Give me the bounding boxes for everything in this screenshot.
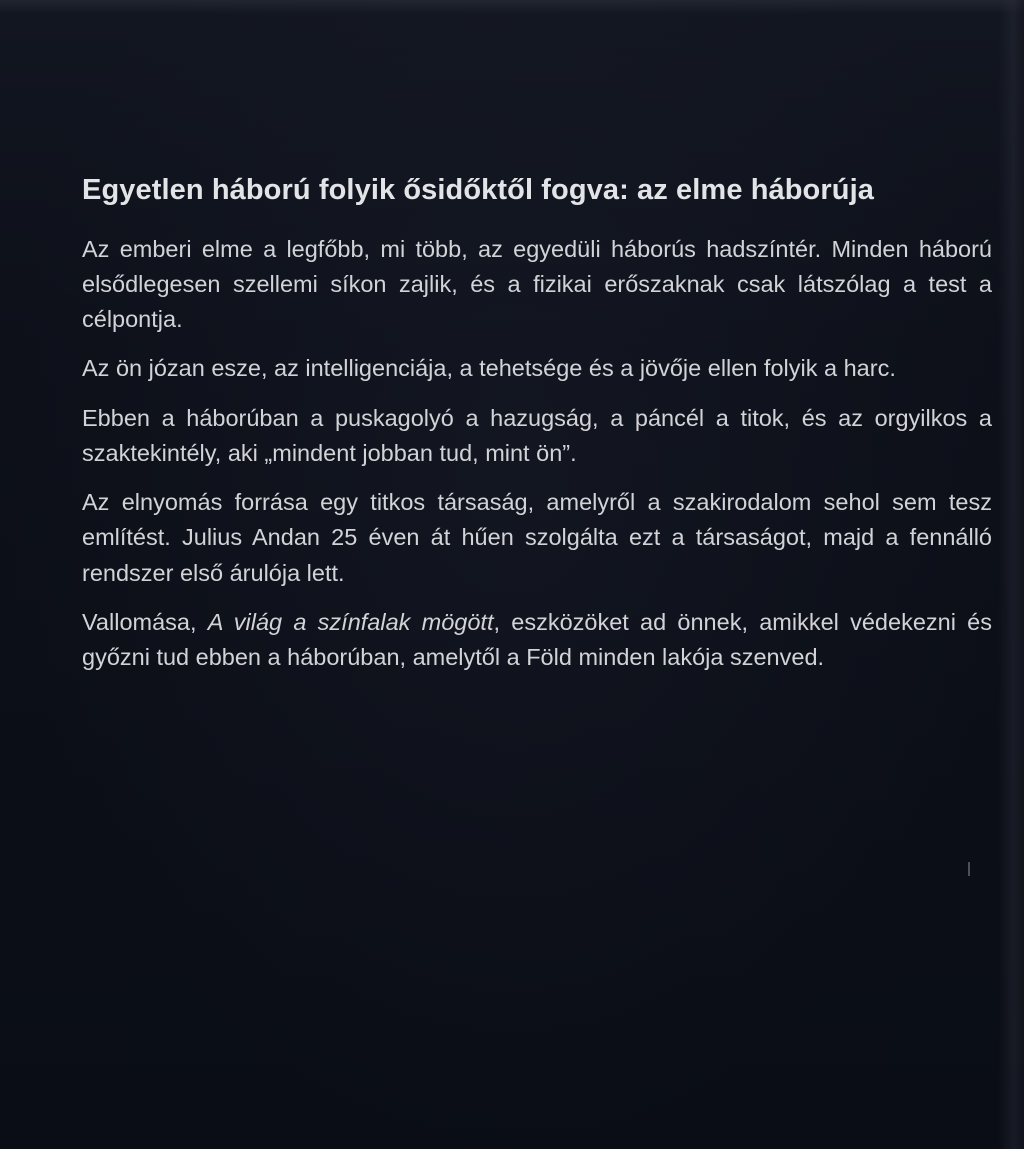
blurb-paragraph-3: Ebben a háborúban a puskagolyó a hazugság, a páncél a titok, és az orgyilkos a szaktekintély, aki „mindent jobban tud, mint ön”.	[82, 404, 992, 466]
blurb-headline: Egyetlen háború folyik ősidőktől fogva: az elme háborúja	[82, 174, 874, 206]
print-speck	[968, 862, 970, 876]
paragraph-5-rest: , eszközöket ad önnek, amikkel védekezni és győzni tud ebben a háborúban, amelytől a Föld minden lakója szenved.	[82, 608, 992, 671]
cover-top-edge	[0, 0, 1024, 14]
cover-spine-edge	[998, 0, 1024, 1149]
paragraph-5-lead: Vallomása,	[82, 608, 208, 635]
blurb-text-block	[82, 172, 992, 689]
blurb-paragraph-4: Az elnyomás forrása egy titkos társaság, amelyről a szakirodalom sehol sem tesz említést. Julius Andan 25 éven át hűen szolgálta ezt a társaságot, majd a fennálló rendszer első árulója lett.	[82, 489, 992, 586]
blurb-paragraph-1: Az emberi elme a legfőbb, mi több, az egyedüli háborús hadszíntér. Minden háború elsődlegesen szellemi síkon zajlik, és a fizikai erőszaknak csak látszólag a test a célpontja.	[82, 235, 992, 333]
book-title-italic: A világ a színfalak mögött	[207, 608, 494, 635]
blurb-paragraph-2: Az ön józan esze, az intelligenciája, a tehetsége és a jövője ellen folyik a harc.	[82, 355, 896, 382]
blurb-paragraph-5	[82, 605, 992, 676]
